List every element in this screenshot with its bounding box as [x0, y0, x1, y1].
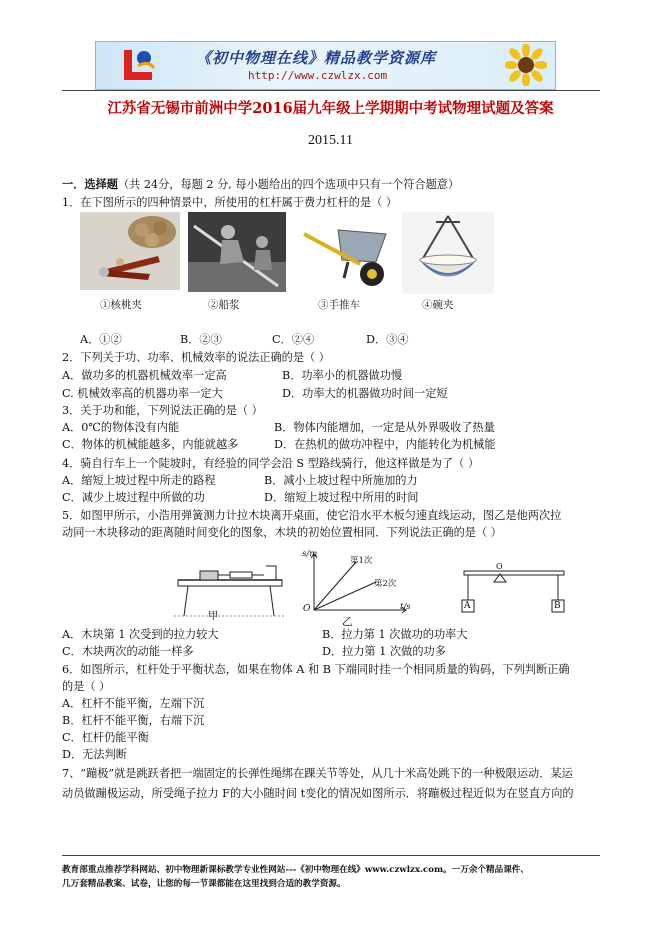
- q6-option-b: B．杠杆不能平衡，右端下沉: [62, 714, 205, 727]
- exam-date: 2015.11: [308, 133, 353, 148]
- section-note: （共 24分，每题 2 分, 每小题给出的四个选项中只有一个符合题意）: [117, 178, 460, 191]
- footer-line2: 几万套精品教案、试卷，让您的每一节课都能在这里找到合适的教学资源。: [62, 879, 346, 889]
- graph-ylabel: s/m: [302, 549, 318, 559]
- q1-option-b: B．②③: [180, 333, 222, 346]
- banner-title: 《初中物理在线》精品教学资源库: [196, 49, 437, 67]
- walnut-cracker-image: [80, 212, 180, 290]
- q6-option-d: D．无法判断: [62, 748, 127, 761]
- footer-line1: 教育部重点推荐学科网站、初中物理新课标教学专业性网站---《初中物理在线》www.czwlzx.com。一万余个精品课件、: [62, 865, 529, 875]
- q5-stem-line1: 5．如图甲所示，小浩用弹簧测力计拉木块离开桌面，使它沿水平木板匀速直线运动，图乙是他两次拉: [62, 509, 562, 522]
- footer-text: [62, 863, 529, 891]
- lever-label-a: A: [464, 601, 471, 611]
- q4-option-c: C．减少上坡过程中所做的功: [62, 491, 205, 504]
- graph-line2-label: 第2次: [374, 579, 397, 589]
- q5-option-a: A．木块第 1 次受到的拉力较大: [62, 628, 219, 641]
- line-second: [314, 582, 376, 610]
- q1-option-d: D．③④: [366, 333, 409, 346]
- q6-option-c: C．杠杆仍能平衡: [62, 731, 149, 744]
- q1-caption-2: ②船浆: [208, 299, 240, 311]
- section-heading: 一．选择题: [62, 177, 118, 191]
- q7-line2: 动员做蹦极运动，所受绳子拉力 F的大小随时间 t变化的情况如图所示．将蹦极过程近似为在竖直方向的: [62, 787, 574, 800]
- q6-option-a: A．杠杆不能平衡，左端下沉: [62, 697, 205, 710]
- q1-option-c: C．②④: [272, 333, 315, 346]
- q5-option-b: B．拉力第 1 次做功的功率大: [322, 628, 468, 641]
- q2-option-d: D．功率大的机器做功时间一定短: [282, 387, 448, 400]
- q5-stem-line2: 动同一木块移动的距离随时间变化的图象，木块的初始位置相同．下列说法正确的是（ ）: [62, 526, 502, 539]
- page-title: 江苏省无锡市前洲中学2016届九年级上学期期中考试物理试题及答案: [107, 100, 554, 117]
- q2-option-a: A．做功多的机器机械效率一定高: [62, 369, 227, 382]
- q2-stem: 2．下列关于功、功率、机械效率的说法正确的是（ ）: [62, 351, 330, 364]
- q5-option-d: D．拉力第 1 次做的功多: [322, 645, 446, 658]
- q1-caption-1: ①核桃夹: [100, 299, 142, 311]
- site-banner: [95, 41, 556, 90]
- sunflower-icon: [505, 44, 547, 86]
- header-rule: [62, 90, 600, 91]
- fig-yi-label: 乙: [342, 616, 353, 628]
- footer-rule: [62, 855, 600, 856]
- q6-stem-line2: 的是（ ）: [62, 680, 111, 693]
- lever-label-b: B: [554, 601, 561, 611]
- q1-caption-3: ③手推车: [318, 299, 360, 311]
- rowing-image: [188, 212, 286, 292]
- site-logo-icon: [118, 46, 158, 84]
- q5-option-c: C．木块两次的动能一样多: [62, 645, 194, 658]
- bowl-clamp-image: [402, 212, 494, 294]
- q2-option-b: B．功率小的机器做功慢: [282, 369, 403, 382]
- q2-option-c: C. 机械效率高的机器功率一定大: [62, 387, 223, 400]
- fig-jia-table-diagram: [170, 560, 290, 620]
- q3-option-a: A．0℃的物体没有内能: [62, 421, 180, 434]
- q1-stem: 1．在下图所示的四种情景中，所使用的杠杆属于费力杠杆的是（ ）: [62, 196, 398, 209]
- q1-caption-4: ④碗夹: [422, 299, 454, 311]
- wheelbarrow-image: [298, 212, 390, 292]
- q3-option-d: D．在热机的做功冲程中，内能转化为机械能: [274, 438, 496, 451]
- graph-xlabel: t/s: [400, 602, 411, 612]
- fig-jia-label: 甲: [208, 610, 219, 622]
- q4-option-b: B．减小上坡过程中所施加的力: [264, 474, 418, 487]
- section-heading-row: [62, 177, 459, 192]
- lever-pivot-label: O: [496, 562, 503, 571]
- q1-option-a: A．①②: [80, 333, 122, 346]
- q4-option-a: A．缩短上坡过程中所走的路程: [62, 474, 216, 487]
- graph-line1-label: 第1次: [350, 556, 373, 566]
- q3-option-c: C．物体的机械能越多，内能就越多: [62, 438, 239, 451]
- q4-stem: 4．骑自行车上一个陡坡时，有经验的同学会沿 S 型路线骑行，他这样做是为了（ ）: [62, 457, 480, 470]
- q3-stem: 3．关于功和能，下列说法正确的是（ ）: [62, 404, 263, 417]
- graph-origin: O: [303, 604, 311, 614]
- line-first: [314, 562, 356, 610]
- q7-line1: 7、“蹦极”就是跳跃者把一端固定的长弹性绳绑在踝关节等处，从几十米高处跳下的一种极限运动．某运: [62, 767, 573, 780]
- q3-option-b: B．物体内能增加，一定是从外界吸收了热量: [274, 421, 495, 434]
- banner-url[interactable]: http://www.czwlzx.com: [248, 69, 388, 82]
- q4-option-d: D．缩短上坡过程中所用的时间: [264, 491, 419, 504]
- q6-stem-line1: 6．如图所示，杠杆处于平衡状态，如果在物体 A 和 B 下端同时挂一个相同质量的钩码，下列判断正确: [62, 663, 570, 676]
